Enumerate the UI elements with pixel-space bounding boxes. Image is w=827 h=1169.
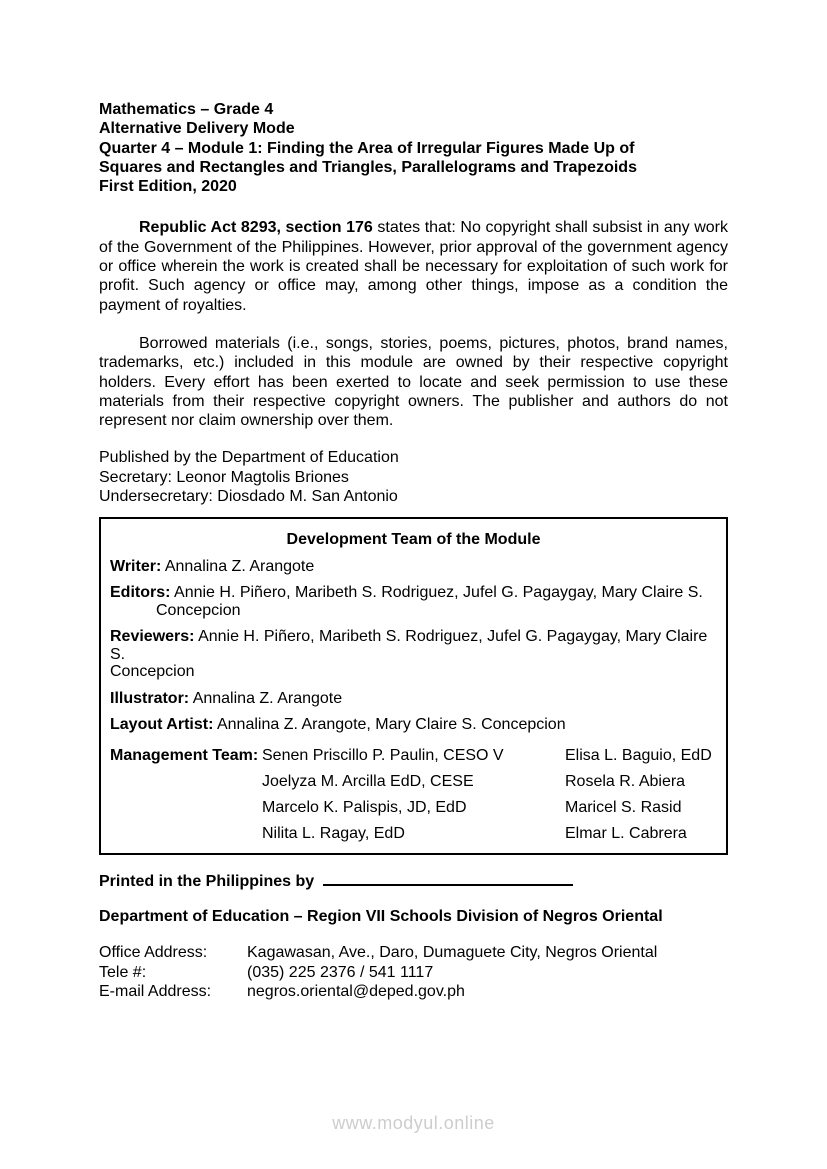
borrowed-materials-text: Borrowed materials (i.e., songs, stories, poems, pictures, photos, brand names, trademarks, etc.) included in this module are owned by their respective copyright holders. Every effort has been exerted to locate and seek permission to use these materials from their respective copyright owners. The publisher and authors do not represent nor claim ownership over them.: [99, 334, 728, 430]
management-member: Joelyza M. Arcilla EdD, CESE: [262, 772, 474, 790]
site-watermark: www.modyul.online: [332, 1113, 495, 1133]
management-member: Senen Priscillo P. Paulin, CESO V: [262, 746, 504, 764]
writer-entry: [110, 558, 717, 576]
management-member: Rosela R. Abiera: [565, 772, 686, 790]
layout-artist-label: Layout Artist:: [110, 716, 214, 734]
contact-info: [99, 943, 728, 1001]
department-division-line: Department of Education – Region VII Schools Division of Negros Oriental: [99, 908, 663, 926]
reviewers-label: Reviewers:: [110, 628, 195, 646]
copyright-paragraph-text: states that: No copyright shall subsist in any work of the Government of the Philippines. However, prior approval of the government agency or office wherein the work is created shall be necessary for exploitation of such work for profit. Such agency or office may, among other things, impose as a condition the payment of royalties.: [99, 219, 729, 314]
telephone-label: Tele #:: [99, 963, 147, 981]
management-member: Nilita L. Ragay, EdD: [262, 824, 405, 842]
illustrator-entry: [110, 690, 717, 708]
title-line-module-2: Squares and Rectangles and Triangles, Parallelograms and Trapezoids: [99, 158, 637, 176]
borrowed-materials-paragraph: [99, 334, 728, 430]
management-member: Marcelo K. Palispis, JD, EdD: [262, 798, 467, 816]
title-line-subject: Mathematics – Grade 4: [99, 101, 274, 118]
management-member: Elmar L. Cabrera: [565, 824, 687, 842]
management-team-column-2: [565, 743, 717, 847]
reviewers-value-line1: Annie H. Piñero, Maribeth S. Rodriguez, Jufel G. Pagaygay, Mary Claire S.: [110, 628, 708, 663]
undersecretary-line: Undersecretary: Diosdado M. San Antonio: [99, 488, 398, 506]
management-member: Elisa L. Baguio, EdD: [565, 746, 712, 764]
office-address-value: Kagawasan, Ave., Daro, Dumaguete City, Negros Oriental: [247, 944, 658, 962]
title-line-edition: First Edition, 2020: [99, 178, 237, 196]
title-line-module-1: Quarter 4 – Module 1: Finding the Area of Irregular Figures Made Up of: [99, 139, 635, 157]
layout-artist-value: Annalina Z. Arangote, Mary Claire S. Concepcion: [216, 716, 566, 734]
office-address-row: [99, 943, 728, 962]
management-team-label: Management Team:: [110, 746, 259, 764]
editors-value-line1: Annie H. Piñero, Maribeth S. Rodriguez, Jufel G. Pagaygay, Mary Claire S.: [174, 584, 703, 602]
illustrator-value: Annalina Z. Arangote: [192, 689, 343, 707]
office-address-label: Office Address:: [99, 944, 208, 962]
publisher-block: [99, 448, 728, 506]
development-team-box: [99, 517, 728, 855]
email-label: E-mail Address:: [99, 983, 212, 1001]
published-by-line: Published by the Department of Education: [99, 449, 399, 467]
management-member: Maricel S. Rasid: [565, 798, 682, 816]
copyright-paragraph: [99, 218, 728, 314]
email-value: negros.oriental@deped.gov.ph: [247, 983, 465, 1001]
module-title-block: [99, 100, 728, 196]
management-team-entry: [110, 743, 717, 847]
republic-act-lead: Republic Act 8293, section 176: [139, 219, 373, 237]
blank-underline: [323, 872, 573, 886]
email-row: [99, 982, 728, 1001]
illustrator-label: Illustrator:: [110, 689, 190, 707]
management-team-column-1: [262, 743, 565, 847]
reviewers-entry: [110, 628, 717, 681]
layout-artist-entry: [110, 716, 717, 734]
telephone-row: [99, 963, 728, 982]
editors-label: Editors:: [110, 584, 171, 602]
writer-label: Writer:: [110, 557, 162, 575]
editors-entry: [110, 584, 717, 619]
development-team-title: Development Team of the Module: [286, 531, 541, 549]
editors-value-line2: Concepcion: [156, 601, 241, 619]
reviewers-value-line2: Concepcion: [110, 663, 195, 681]
writer-value: Annalina Z. Arangote: [164, 557, 315, 575]
title-line-mode: Alternative Delivery Mode: [99, 120, 295, 138]
printed-in-philippines-line: [99, 872, 728, 891]
telephone-value: (035) 225 2376 / 541 1117: [247, 963, 434, 981]
secretary-line: Secretary: Leonor Magtolis Briones: [99, 468, 349, 486]
printed-label: Printed in the Philippines by: [99, 872, 315, 890]
